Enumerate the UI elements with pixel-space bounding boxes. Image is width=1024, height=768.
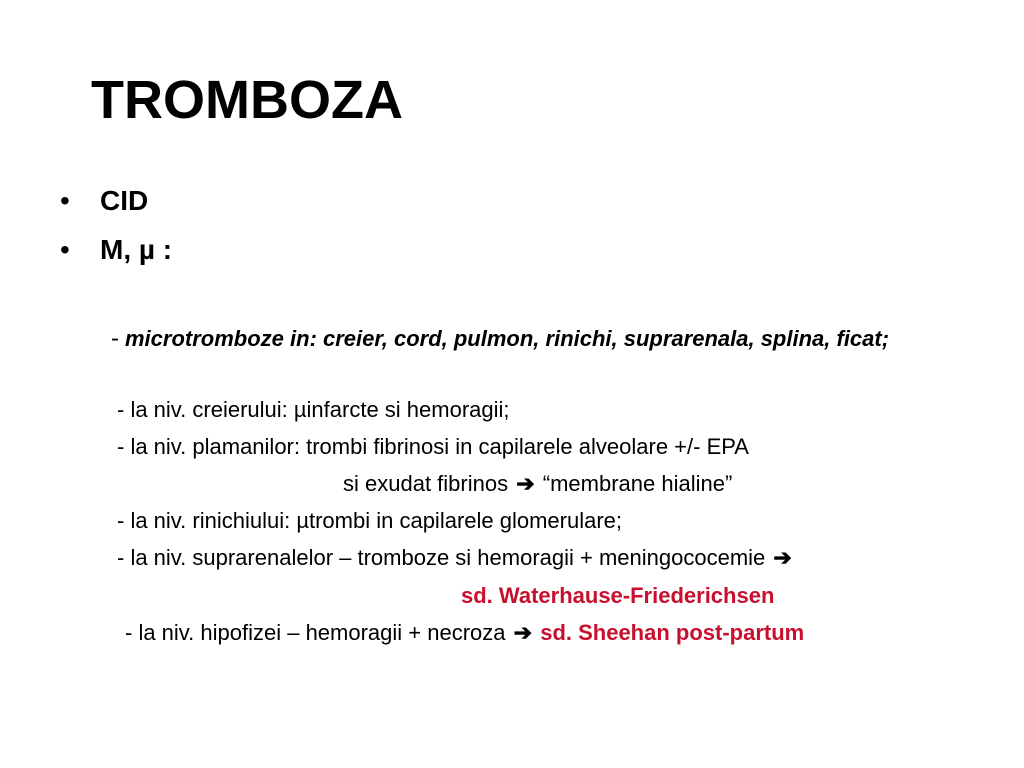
microthrombosis-intro: [101, 322, 981, 355]
bullet-item-m-mu: [60, 234, 172, 266]
bullet-dot-icon: •: [60, 234, 70, 265]
line-brain: - la niv. creierului: µinfarcte si hemoragii;: [117, 397, 510, 422]
exudate-text: si exudat fibrinos: [343, 471, 509, 496]
syndrome-sheehan: sd. Sheehan post-partum: [540, 620, 805, 645]
line-pituitary: [125, 620, 804, 646]
microthrombosis-text: microtromboze in: creier, cord, pulmon, rinichi, suprarenala, splina, ficat;: [125, 326, 890, 351]
line-fibrinous-exudate: [343, 471, 732, 497]
bullet-text: CID: [100, 185, 149, 216]
bullet-item-cid: [60, 185, 148, 217]
line-adrenals: [117, 545, 794, 571]
dash-marker: -: [111, 325, 119, 352]
pituitary-text: - la niv. hipofizei – hemoragii + necroza: [125, 620, 506, 645]
arrow-right-icon: ➔: [513, 620, 533, 645]
bullet-text: M, µ :: [100, 234, 173, 265]
adrenals-text: - la niv. suprarenalelor – tromboze si hemoragii + meningococemie: [117, 545, 766, 570]
syndrome-waterhouse: sd. Waterhause-Friederichsen: [461, 583, 775, 608]
line-lungs: - la niv. plamanilor: trombi fibrinosi in capilarele alveolare +/- EPA: [117, 434, 749, 459]
bullet-dot-icon: •: [60, 185, 70, 216]
arrow-right-icon: ➔: [773, 545, 792, 570]
hyaline-membranes-text: “membrane hialine”: [542, 471, 733, 496]
line-kidney: - la niv. rinichiului: µtrombi in capilarele glomerulare;: [117, 508, 623, 533]
slide-title: TROMBOZA: [91, 70, 403, 130]
arrow-right-icon: ➔: [516, 471, 535, 496]
